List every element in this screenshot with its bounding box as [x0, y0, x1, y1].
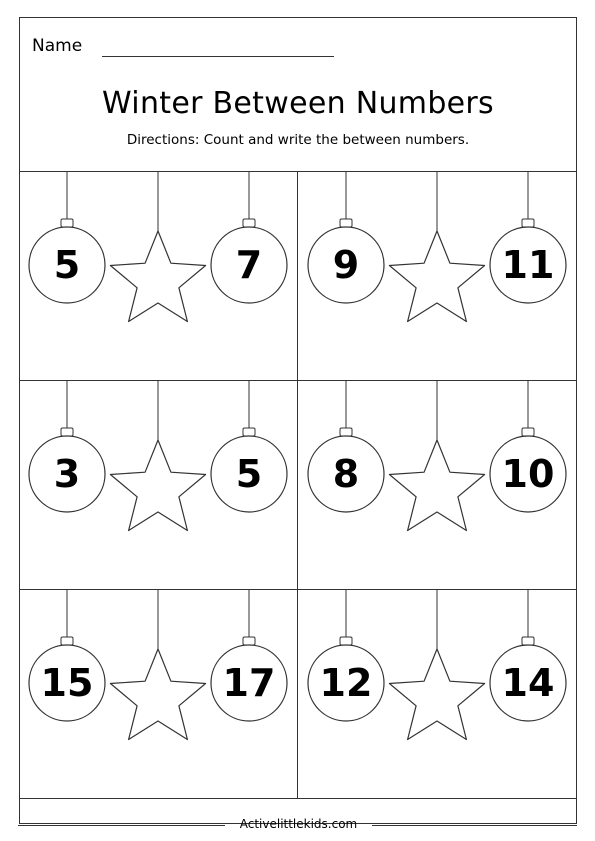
- answer-star-field[interactable]: [412, 470, 462, 510]
- right-number: 5: [235, 452, 263, 496]
- answer-star-field[interactable]: [133, 679, 183, 719]
- directions-text: Directions: Count and write the between numbers.: [126, 132, 470, 148]
- answer-star-field[interactable]: [133, 261, 183, 301]
- answer-star-field[interactable]: [133, 470, 183, 510]
- exercise-cell: [20, 171, 297, 380]
- exercise-cell: [20, 589, 297, 798]
- grid-divider-bottom: [20, 798, 576, 799]
- grid-divider-vertical: [297, 171, 298, 798]
- exercise-cell: [299, 380, 576, 589]
- answer-star-field[interactable]: [412, 679, 462, 719]
- exercise-cell: [299, 171, 576, 380]
- left-number: 5: [53, 243, 81, 287]
- exercise-cell: [299, 589, 576, 798]
- left-number: 8: [332, 452, 360, 496]
- right-number: 17: [222, 661, 276, 705]
- name-field[interactable]: [102, 56, 334, 57]
- left-number: 12: [319, 661, 373, 705]
- left-number: 3: [53, 452, 81, 496]
- footer-site: Activelittlekids.com: [239, 817, 358, 831]
- page-title: Winter Between Numbers: [102, 86, 494, 121]
- exercise-grid: [20, 171, 576, 798]
- footer-rule-right: [372, 825, 577, 826]
- right-number: 7: [235, 243, 263, 287]
- name-label: Name: [32, 36, 83, 56]
- right-number: 14: [501, 661, 555, 705]
- worksheet-page: [19, 17, 577, 824]
- exercise-cell: [20, 380, 297, 589]
- answer-star-field[interactable]: [412, 261, 462, 301]
- footer-rule-left: [18, 825, 225, 826]
- right-number: 11: [501, 243, 555, 287]
- left-number: 9: [332, 243, 360, 287]
- worksheet-header: [20, 18, 576, 172]
- left-number: 15: [40, 661, 94, 705]
- right-number: 10: [501, 452, 555, 496]
